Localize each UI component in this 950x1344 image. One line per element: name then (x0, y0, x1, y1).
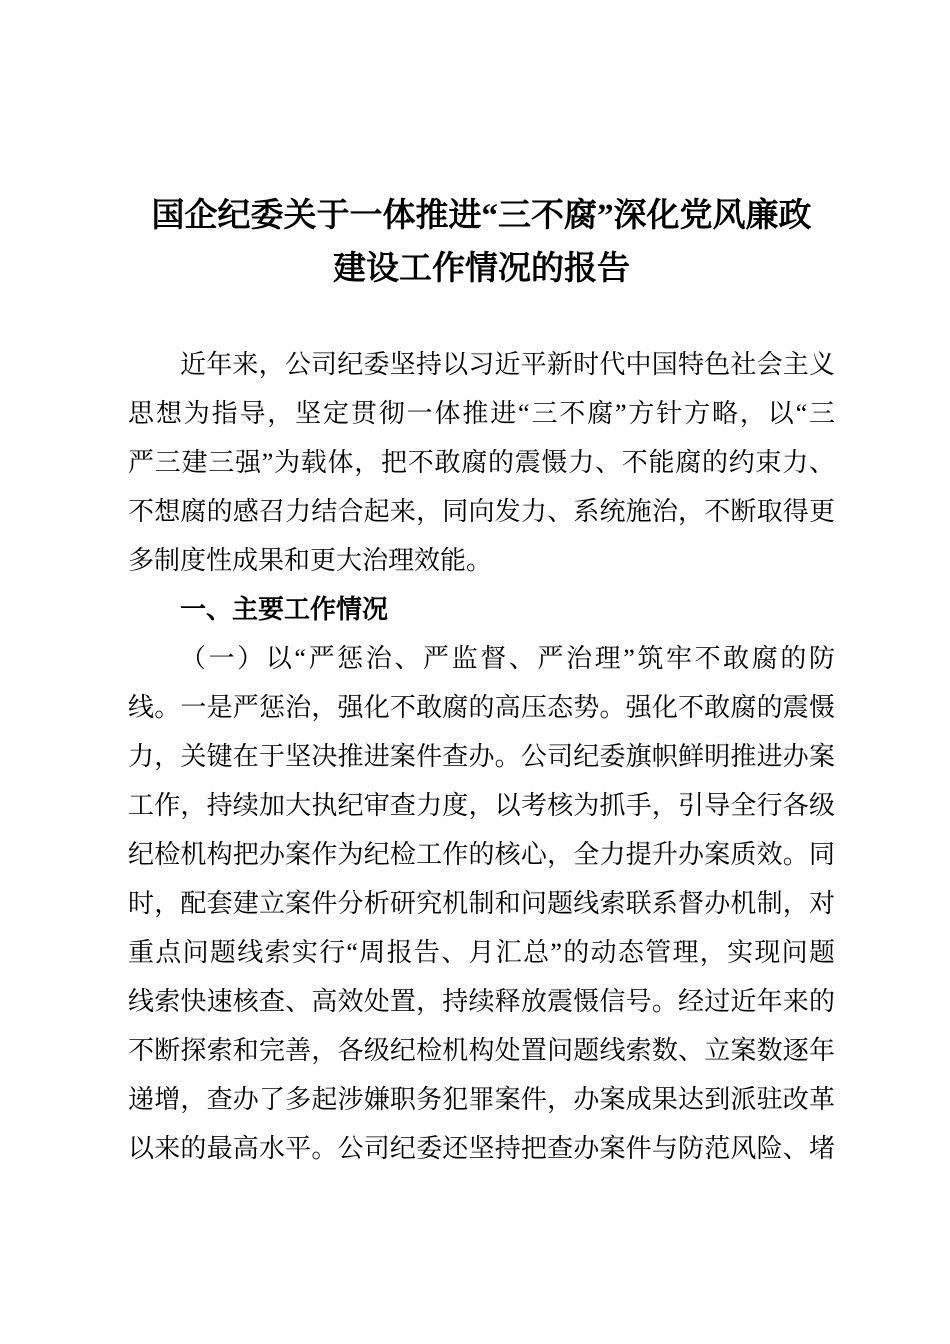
document-line: （一）以“严惩治、严监督、严治理”筑牢不敢腐的防 (180, 644, 835, 673)
document-line: 不想腐的感召力结合起来，同向发力、系统施治，不断取得更 (128, 497, 835, 526)
document-title-line-2: 建设工作情况的报告 (333, 251, 630, 287)
document-line: 近年来，公司纪委坚持以习近平新时代中国特色社会主义 (180, 350, 835, 379)
document-line: 思想为指导，坚定贯彻一体推进“三不腐”方针方略，以“三 (128, 399, 835, 428)
document-line: 不断探索和完善，各级纪检机构处置问题线索数、立案数逐年 (128, 1036, 835, 1065)
document-line: 线。一是严惩治，强化不敢腐的高压态势。强化不敢腐的震慑 (128, 693, 835, 722)
document-line: 以来的最高水平。公司纪委还坚持把查办案件与防范风险、堵 (128, 1134, 835, 1163)
document-body (128, 340, 835, 1173)
document-line: 力，关键在于坚决推进案件查办。公司纪委旗帜鲜明推进办案 (128, 742, 835, 771)
document-title-line-1: 国企纪委关于一体推进“三不腐”深化党风廉政 (151, 198, 812, 234)
document-line: 严三建三强”为载体，把不敢腐的震慑力、不能腐的约束力、 (128, 448, 835, 477)
document-line: 线索快速核查、高效处置，持续释放震慑信号。经过近年来的 (128, 987, 835, 1016)
document-line: 纪检机构把办案作为纪检工作的核心，全力提升办案质效。同 (128, 840, 835, 869)
document-line: 时，配套建立案件分析研究机制和问题线索联系督办机制，对 (128, 889, 835, 918)
document-line: 重点问题线索实行“周报告、月汇总”的动态管理，实现问题 (128, 938, 835, 967)
document-title (128, 190, 835, 296)
section-heading: 一、主要工作情况 (180, 595, 389, 624)
document-line: 递增，查办了多起涉嫌职务犯罪案件，办案成果达到派驻改革 (128, 1085, 835, 1114)
document-line: 工作，持续加大执纪审查力度，以考核为抓手，引导全行各级 (128, 791, 835, 820)
document-line: 多制度性成果和更大治理效能。 (128, 546, 493, 575)
